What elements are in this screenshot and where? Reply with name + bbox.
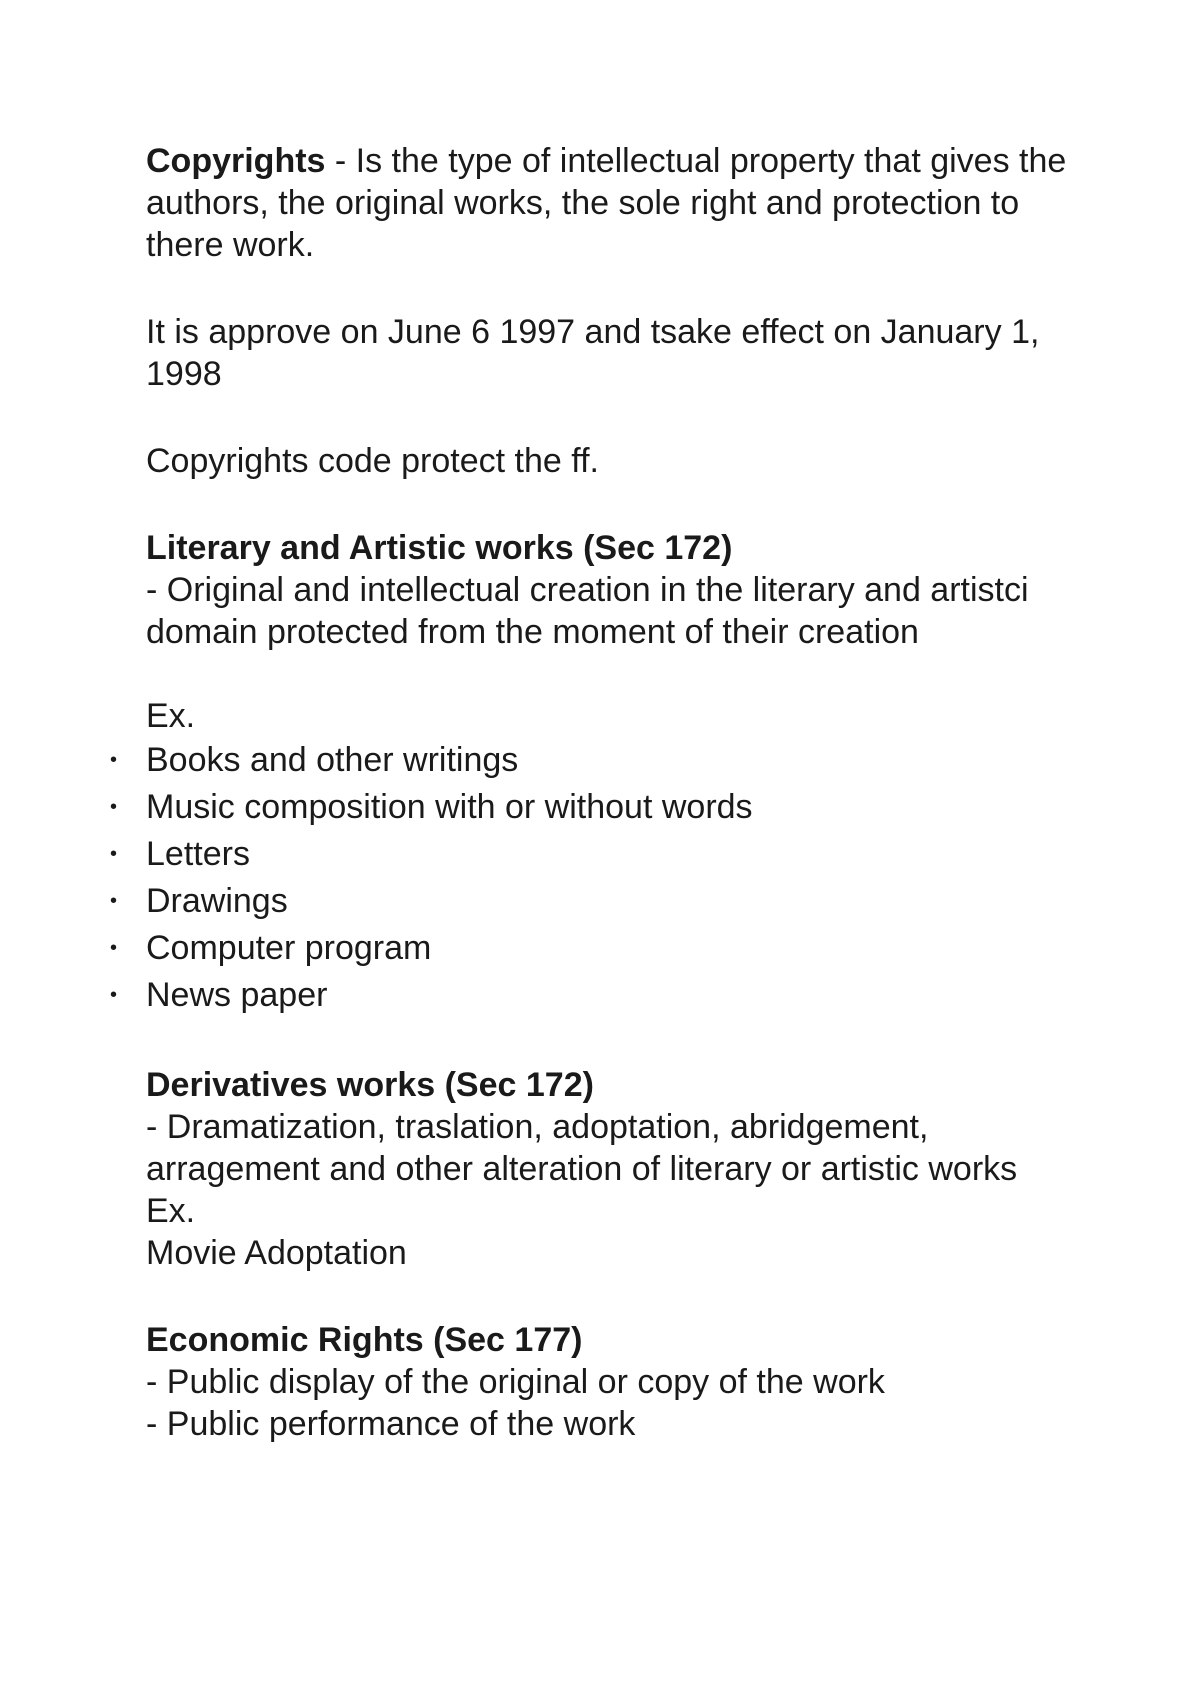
economic-heading: Economic Rights (Sec 177): [146, 1321, 583, 1359]
literary-examples-list: [110, 737, 1076, 1019]
spacer: [146, 653, 1076, 695]
spacer: [146, 482, 1076, 527]
literary-ex-label: Ex.: [146, 697, 196, 735]
list-item: • Drawings: [146, 878, 1076, 925]
approval-paragraph: It is approve on June 6 1997 and tsake effect on January 1, 1998: [146, 313, 1040, 393]
literary-section: [110, 527, 1076, 1019]
bullet-icon: •: [110, 937, 118, 959]
list-item: • News paper: [146, 972, 1076, 1019]
derivative-description: - Dramatization, traslation, adoptation, abridgement, arragement and other alteration of literary or artistic works: [146, 1108, 1018, 1188]
list-item: • Books and other writings: [146, 737, 1076, 784]
spacer: [146, 1274, 1076, 1319]
bullet-icon: •: [110, 749, 118, 771]
literary-description: - Original and intellectual creation in the literary and artistci domain protected from the moment of their creation: [146, 571, 1029, 651]
spacer: [146, 395, 1076, 440]
document-page: [110, 140, 1076, 1445]
derivative-heading: Derivatives works (Sec 172): [146, 1066, 594, 1104]
bullet-icon: •: [110, 796, 118, 818]
list-item: • Music composition with or without words: [146, 784, 1076, 831]
list-item: • Letters: [146, 831, 1076, 878]
list-item: • Computer program: [146, 925, 1076, 972]
economic-section: [146, 1319, 1076, 1445]
protects-line: Copyrights code protect the ff.: [146, 442, 599, 480]
spacer: [146, 1019, 1076, 1064]
economic-item: - Public performance of the work: [146, 1405, 636, 1443]
bullet-icon: •: [110, 890, 118, 912]
economic-item: - Public display of the original or copy of the work: [146, 1363, 885, 1401]
intro-term: Copyrights: [146, 142, 326, 180]
derivative-section: [146, 1064, 1076, 1274]
bullet-icon: •: [110, 984, 118, 1006]
derivative-example: Movie Adoptation: [146, 1234, 407, 1272]
literary-heading: Literary and Artistic works (Sec 172): [146, 529, 733, 567]
derivative-ex-label: Ex.: [146, 1192, 196, 1230]
intro-definition: - Is the type of intellectual property that gives the authors, the original works, the sole right and protection to there work.: [146, 142, 1067, 264]
bullet-icon: •: [110, 843, 118, 865]
spacer: [146, 266, 1076, 311]
intro-paragraph: [146, 140, 1076, 266]
